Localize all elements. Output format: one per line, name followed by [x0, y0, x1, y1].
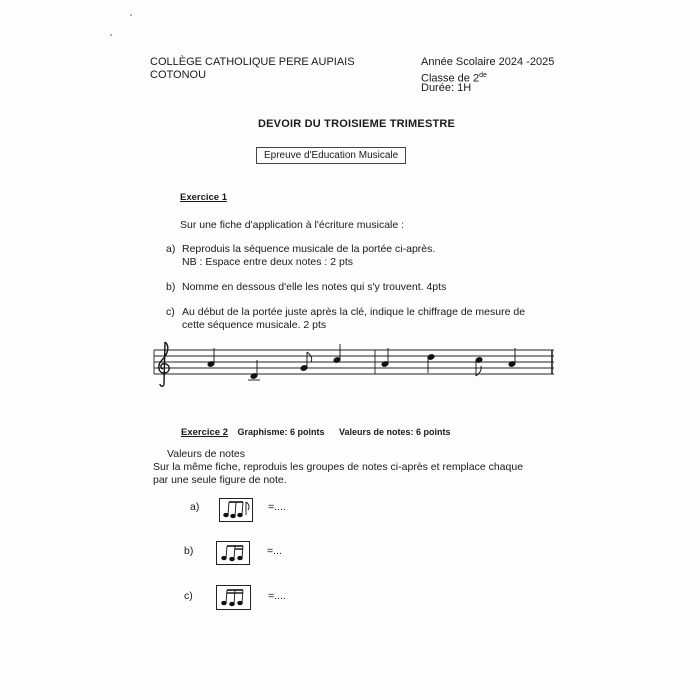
group-b-answer: =... — [267, 545, 282, 557]
item-a-line2: NB : Espace entre deux notes : 2 pts — [182, 256, 354, 268]
class-superscript: de — [479, 72, 487, 79]
school-city: COTONOU — [150, 69, 207, 81]
class-prefix: Classe de 2 — [421, 72, 480, 85]
item-c-line2: cette séquence musicale. 2 pts — [182, 319, 327, 331]
school-year: Année Scolaire 2024 -2025 — [421, 56, 555, 68]
valeurs-points: Valeurs de notes: 6 points — [338, 427, 451, 437]
exercise1-intro: Sur une fiche d'application à l'écriture musicale : — [180, 219, 405, 231]
exercise2-title: Exercice 2 — [181, 427, 229, 438]
group-c-label: c) — [184, 590, 193, 602]
item-c-line1: Au début de la portée juste après la clé, indique le chiffrage de mesure de — [182, 306, 526, 318]
note-group-b-icon — [217, 542, 249, 564]
exercise2-heading — [181, 422, 450, 440]
subject-box: Epreuve d'Education Musicale — [256, 147, 406, 164]
scan-speck — [130, 14, 132, 16]
group-c-answer: =.... — [268, 590, 286, 602]
note-group-c-icon — [217, 586, 250, 609]
note-2 — [248, 360, 260, 380]
group-a-answer: =.... — [268, 501, 286, 513]
music-staff — [148, 340, 558, 390]
item-a-letter: a) — [166, 243, 176, 255]
exercise2-subtitle: Valeurs de notes — [167, 448, 246, 460]
item-c-letter: c) — [166, 306, 175, 318]
note-8 — [508, 348, 516, 367]
page-title: DEVOIR DU TROISIEME TRIMESTRE — [258, 118, 456, 130]
group-b-label: b) — [184, 545, 194, 557]
treble-clef-icon — [159, 342, 169, 386]
note-7 — [475, 357, 483, 376]
note-group-a-icon — [220, 499, 252, 521]
group-b-box — [216, 541, 250, 565]
group-c-box — [216, 585, 251, 610]
group-a-box — [219, 498, 253, 522]
note-1 — [207, 348, 215, 367]
school-name: COLLÈGE CATHOLIQUE PERE AUPIAIS — [150, 56, 355, 68]
note-5 — [381, 348, 389, 367]
scan-speck — [110, 34, 112, 36]
graphisme-points: Graphisme: 6 points — [237, 427, 325, 437]
exercise1-title: Exercice 1 — [180, 192, 228, 203]
item-b-letter: b) — [166, 281, 176, 293]
exam-duration: Durée: 1H — [421, 82, 472, 94]
item-b-line1: Nomme en dessous d'elle les notes qui s'y trouvent. 4pts — [182, 281, 447, 293]
exercise2-instruction-1: Sur la même fiche, reproduis les groupes de notes ci-après et remplace chaque — [153, 461, 524, 473]
exercise2-instruction-2: par une seule figure de note. — [153, 474, 287, 486]
item-a-line1: Reproduis la séquence musicale de la portée ci-après. — [182, 243, 436, 255]
note-6 — [427, 354, 435, 373]
note-4 — [333, 344, 341, 363]
group-a-label: a) — [190, 501, 200, 513]
